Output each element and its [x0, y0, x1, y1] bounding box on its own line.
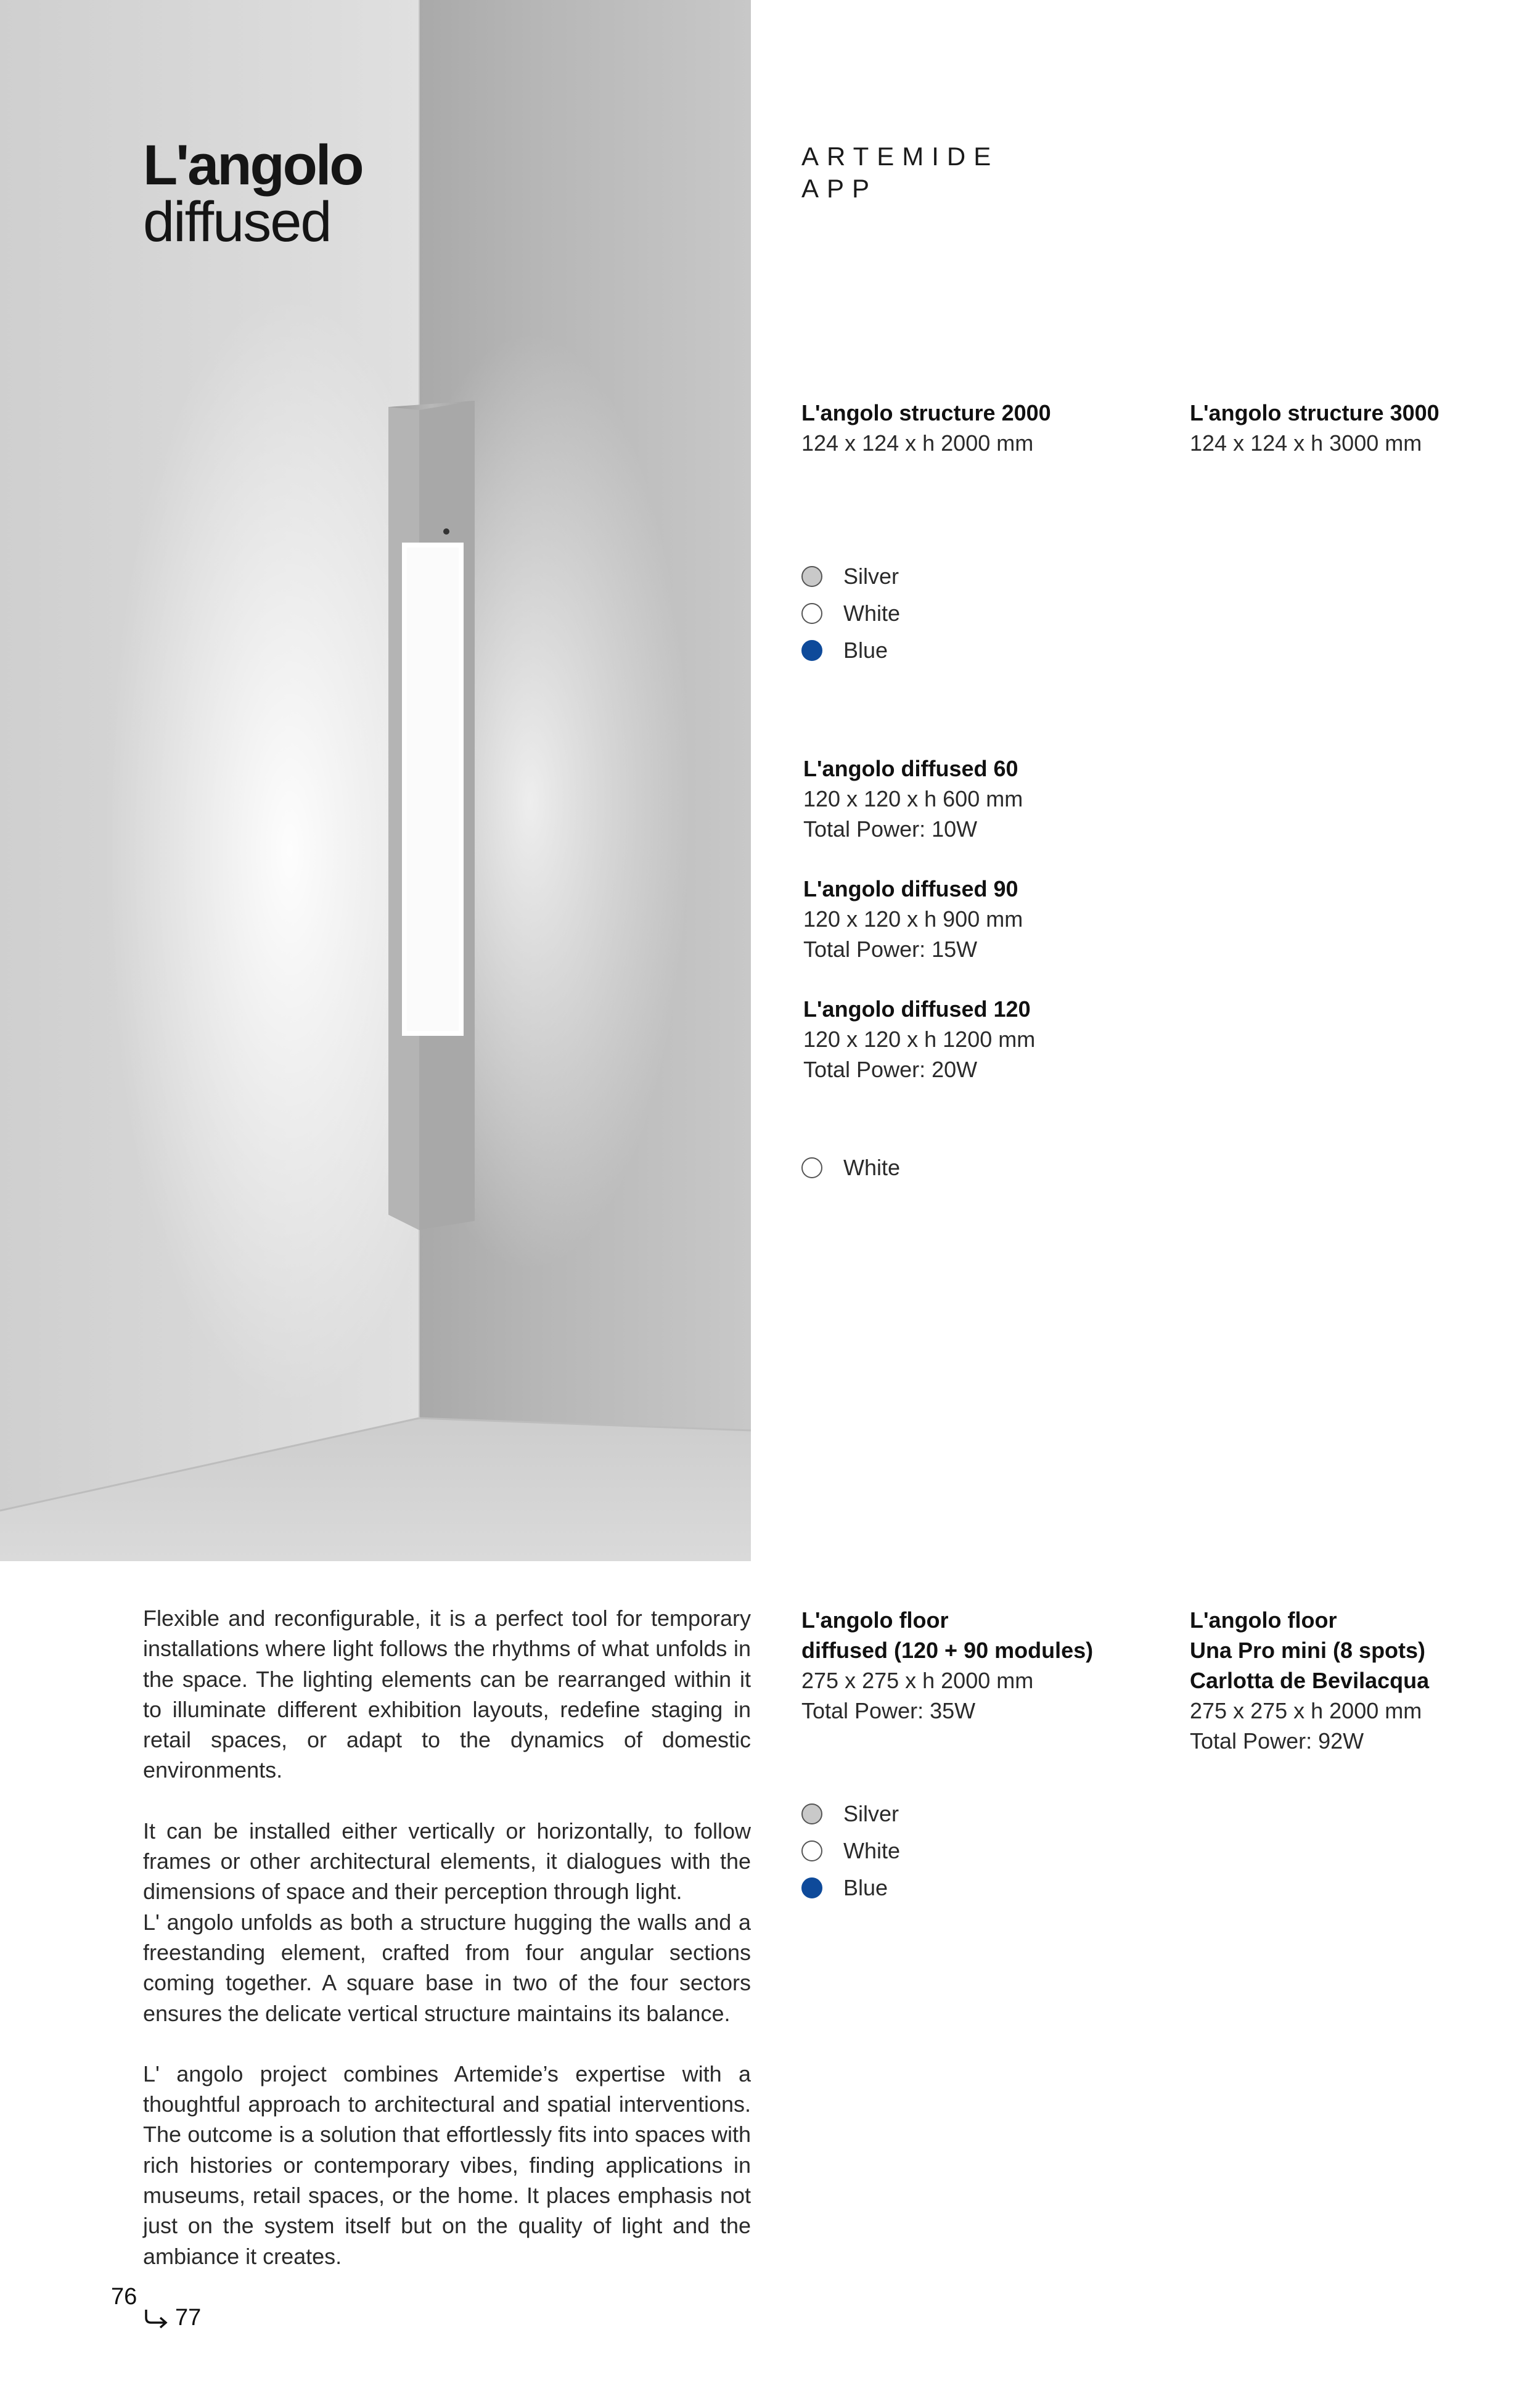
swatch-dot-blue	[801, 1877, 822, 1898]
product-description	[143, 1603, 751, 2302]
color-option-white	[801, 1149, 900, 1186]
color-option-silver	[801, 558, 900, 595]
color-option-white	[801, 595, 900, 632]
spec-power: Total Power: 92W	[1190, 1728, 1364, 1754]
description-paragraph: L' angolo unfolds as both a structure hugging the walls and a freestanding element, crafted from four angular sections coming together. A square base in two of the four sectors ensures the delicate vertical structure maintains its balance.	[143, 1909, 751, 2026]
spec-name: L'angolo diffused 60	[803, 756, 1018, 781]
color-option-blue	[801, 1869, 900, 1906]
title-line-1: L'angolo	[143, 134, 362, 197]
swatch-dot-blue	[801, 640, 822, 661]
diffused-color-list	[801, 1149, 900, 1186]
spec-name: L'angolo diffused 90	[803, 876, 1018, 901]
spec-subtitle: diffused (120 + 90 modules)	[801, 1638, 1094, 1663]
spec-name: L'angolo diffused 120	[803, 996, 1031, 1022]
description-paragraph: L' angolo project combines Artemide’s expertise with a thoughtful approach to architectural and spatial interventions. The outcome is a solution that effortlessly fits into spaces with rich histories or contemporary vibes, finding applications in museums, retail spaces, or the home. It places emphasis not just on the system itself but on the quality of light and the ambiance it creates.	[143, 2061, 751, 2269]
color-label: Silver	[843, 1801, 899, 1826]
color-label: Silver	[843, 564, 899, 589]
next-page-link[interactable]	[143, 2305, 201, 2331]
color-label: White	[843, 1155, 901, 1180]
product-photo	[0, 0, 751, 1561]
spec-dimensions: 124 x 124 x h 3000 mm	[1190, 430, 1422, 456]
floor-color-list	[801, 1795, 900, 1906]
color-label: White	[843, 1838, 901, 1863]
color-option-blue	[801, 632, 900, 669]
spec-name: L'angolo floor	[1190, 1607, 1337, 1633]
spec-power: Total Power: 15W	[803, 937, 978, 962]
spec-power: Total Power: 10W	[803, 816, 978, 842]
spec-power: Total Power: 20W	[803, 1057, 978, 1082]
spec-diffused-120	[803, 994, 1035, 1085]
structure-color-list	[801, 558, 900, 669]
swatch-dot-white	[801, 603, 822, 624]
spec-dimensions: 275 x 275 x h 2000 mm	[1190, 1698, 1422, 1723]
spec-name: L'angolo structure 3000	[1190, 400, 1440, 425]
description-paragraph: Flexible and reconfigurable, it is a perfect tool for temporary installations where light follows the rhythms of what unfolds in the space. The lighting elements can be rearranged within it to illuminate different exhibition layouts, redefine staging in retail spaces, or adapt to the dynamics of domestic environments.	[143, 1606, 751, 1783]
spec-floor-una-pro-mini	[1190, 1605, 1429, 1756]
spec-dimensions: 120 x 120 x h 1200 mm	[803, 1027, 1036, 1052]
spec-structure-2000	[801, 398, 1051, 458]
swatch-dot-silver	[801, 566, 822, 587]
spec-name: L'angolo floor	[801, 1607, 949, 1633]
brand-label	[801, 141, 999, 205]
color-option-silver	[801, 1795, 900, 1832]
spec-power: Total Power: 35W	[801, 1698, 976, 1723]
color-label: Blue	[843, 638, 888, 663]
color-label: White	[843, 601, 901, 626]
spec-diffused-90	[803, 874, 1023, 964]
spec-designer: Carlotta de Bevilacqua	[1190, 1668, 1430, 1693]
page-number: 76	[111, 2284, 137, 2310]
color-option-white	[801, 1832, 900, 1869]
spec-floor-diffused	[801, 1605, 1093, 1726]
description-paragraph: It can be installed either vertically or horizontally, to follow frames or other architectural elements, it dialogues with the dimensions of space and their perception through light.	[143, 1818, 751, 1905]
spec-diffused-60	[803, 753, 1023, 844]
spec-name: L'angolo structure 2000	[801, 400, 1051, 425]
spec-structure-3000	[1190, 398, 1440, 458]
swatch-dot-white	[801, 1157, 822, 1178]
spec-dimensions: 275 x 275 x h 2000 mm	[801, 1668, 1034, 1693]
swatch-dot-silver	[801, 1803, 822, 1824]
color-label: Blue	[843, 1875, 888, 1900]
brand-line-2: APP	[801, 174, 878, 203]
swatch-dot-white	[801, 1840, 822, 1861]
spec-subtitle: Una Pro mini (8 spots)	[1190, 1638, 1426, 1663]
page-title	[143, 134, 362, 253]
spec-dimensions: 124 x 124 x h 2000 mm	[801, 430, 1034, 456]
spec-dimensions: 120 x 120 x h 600 mm	[803, 786, 1023, 811]
title-line-2: diffused	[143, 191, 331, 253]
brand-line-1: ARTEMIDE	[801, 142, 999, 171]
return-arrow-icon	[143, 2308, 169, 2329]
next-page-number: 77	[175, 2305, 202, 2331]
corner-lamp-illustration	[0, 0, 751, 1561]
spec-dimensions: 120 x 120 x h 900 mm	[803, 906, 1023, 932]
